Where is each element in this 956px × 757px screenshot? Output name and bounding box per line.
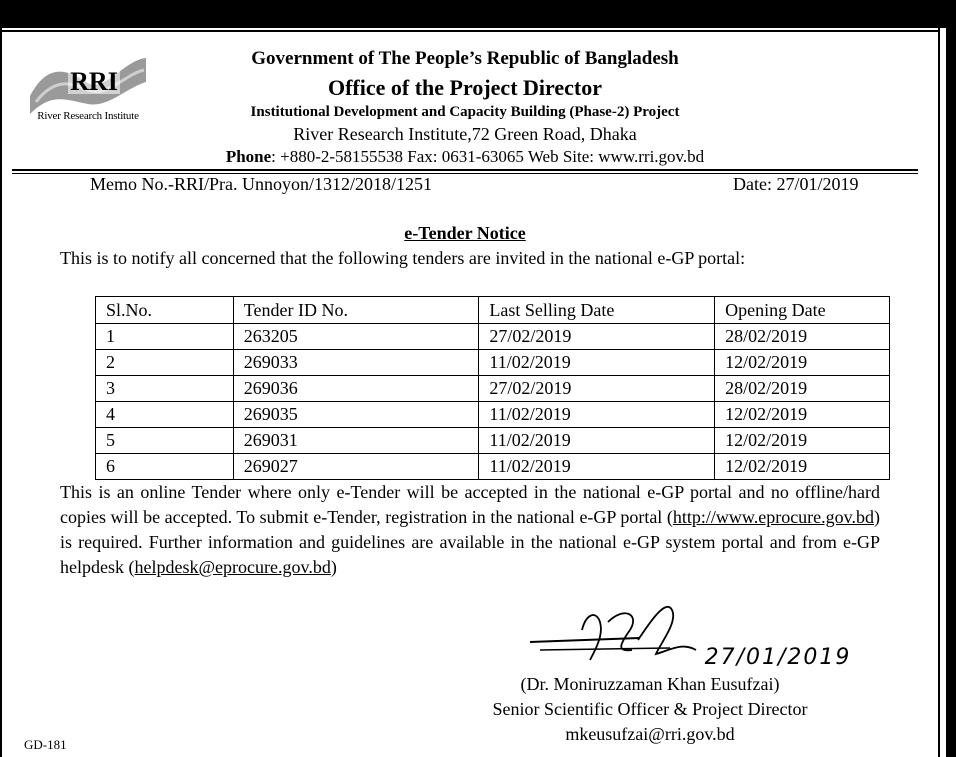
- handwritten-signature: [520, 600, 900, 680]
- opening-date-cell: 28/02/2019: [715, 324, 890, 350]
- tender-id-cell: 263205: [233, 324, 479, 350]
- header-rule-thick: [12, 169, 918, 171]
- tender-id-cell: 269035: [233, 402, 479, 428]
- project-heading: Institutional Development and Capacity Building (Phase-2) Project: [250, 104, 680, 120]
- notice-title: e-Tender Notice: [404, 223, 526, 243]
- tender-id-cell: 269031: [233, 428, 479, 454]
- closing-text: ): [330, 557, 337, 577]
- closing-paragraph: [60, 480, 880, 580]
- signatory-title: Senior Scientific Officer & Project Director: [492, 699, 808, 719]
- top-black-border: [0, 0, 956, 28]
- table-row: [96, 454, 890, 480]
- table-row: [96, 428, 890, 454]
- opening-date-cell: 12/02/2019: [715, 428, 890, 454]
- column-header: Opening Date: [715, 297, 890, 324]
- serial-cell: 3: [96, 376, 234, 402]
- handwritten-date: 27/01/2019: [704, 645, 852, 670]
- column-header: Sl.No.: [96, 297, 234, 324]
- signatory-email: mkeusufzai@rri.gov.bd: [565, 724, 735, 744]
- tender-id-cell: 269033: [233, 350, 479, 376]
- document-reference: GD-181: [24, 737, 67, 752]
- office-heading: Office of the Project Director: [327, 75, 603, 100]
- table-row: [96, 376, 890, 402]
- table-row: [96, 324, 890, 350]
- right-black-border: [946, 0, 956, 757]
- last-selling-date-cell: 27/02/2019: [479, 324, 715, 350]
- phone-label: Phone: [225, 147, 272, 166]
- last-selling-date-cell: 27/02/2019: [479, 376, 715, 402]
- serial-cell: 2: [96, 350, 234, 376]
- column-header: Last Selling Date: [479, 297, 715, 324]
- logo-caption: River Research Institute: [37, 110, 139, 122]
- serial-cell: 6: [96, 454, 234, 480]
- address-line: River Research Institute,72 Green Road, Dhaka: [293, 124, 637, 144]
- tender-id-cell: 269027: [233, 454, 479, 480]
- serial-cell: 4: [96, 402, 234, 428]
- rri-logo: [28, 52, 148, 118]
- last-selling-date-cell: 11/02/2019: [479, 454, 715, 480]
- contact-details: : +880-2-58155538 Fax: 0631-63065 Web Site: www.rri.gov.bd: [271, 147, 705, 166]
- closing-text: ) is required. Further information and guidelines are available in the national e-GP system portal and from e-GP helpdesk (: [60, 507, 880, 577]
- last-selling-date-cell: 11/02/2019: [479, 402, 715, 428]
- government-heading: Government of The People’s Republic of Bangladesh: [251, 48, 679, 69]
- serial-cell: 1: [96, 324, 234, 350]
- frame-left-line: [0, 28, 2, 757]
- contact-line: [155, 147, 775, 167]
- frame-right-line: [938, 28, 940, 757]
- eprocure-link[interactable]: http://www.eprocure.gov.bd: [672, 507, 874, 527]
- serial-cell: 5: [96, 428, 234, 454]
- table-row: [96, 402, 890, 428]
- logo-text: RRI: [70, 67, 118, 96]
- notice-intro: This is to notify all concerned that the following tenders are invited in the national e-GP portal:: [60, 248, 746, 268]
- signatory-name: (Dr. Moniruzzaman Khan Eusufzai): [520, 674, 780, 694]
- last-selling-date-cell: 11/02/2019: [479, 428, 715, 454]
- last-selling-date-cell: 11/02/2019: [479, 350, 715, 376]
- tender-table: [95, 296, 890, 480]
- tender-id-cell: 269036: [233, 376, 479, 402]
- memo-number: Memo No.-RRI/Pra. Unnoyon/1312/2018/1251: [90, 174, 432, 194]
- frame-top-line: [0, 30, 940, 32]
- memo-date: Date: 27/01/2019: [733, 174, 859, 194]
- opening-date-cell: 28/02/2019: [715, 376, 890, 402]
- helpdesk-email-link[interactable]: helpdesk@eprocure.gov.bd: [134, 557, 331, 577]
- table-header-row: [96, 297, 890, 324]
- column-header: Tender ID No.: [233, 297, 479, 324]
- opening-date-cell: 12/02/2019: [715, 454, 890, 480]
- opening-date-cell: 12/02/2019: [715, 350, 890, 376]
- closing-text: This is an online Tender where only e-Tender will be accepted in the national e-GP portal and no offline/hard copies will be accepted. To submit e-Tender, registration in the national e-GP portal (: [60, 482, 880, 527]
- opening-date-cell: 12/02/2019: [715, 402, 890, 428]
- table-row: [96, 350, 890, 376]
